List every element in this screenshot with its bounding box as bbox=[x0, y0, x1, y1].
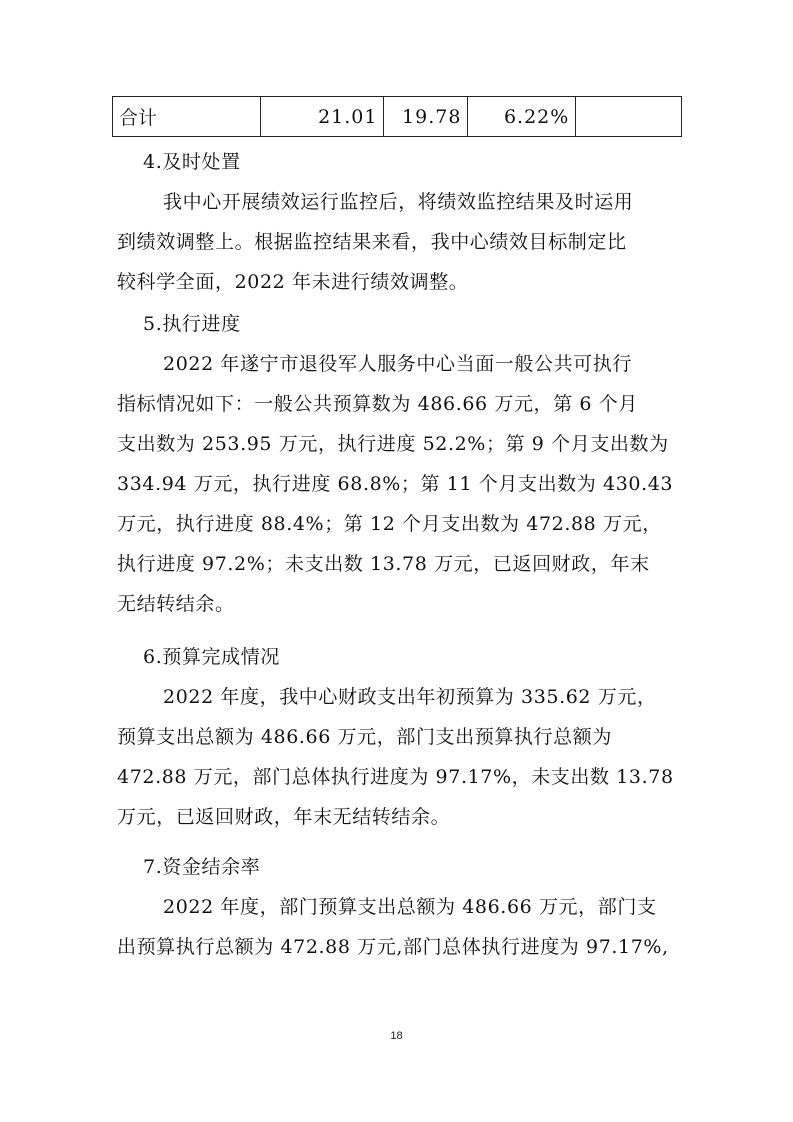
section-7-heading: 7.资金结余率 bbox=[143, 856, 261, 878]
paragraph-line: 预算支出总额为 486.66 万元，部门支出预算执行总额为 bbox=[117, 726, 612, 748]
paragraph-line: 万元，已返回财政，年末无结转结余。 bbox=[117, 806, 451, 828]
total-empty-cell bbox=[576, 97, 682, 137]
paragraph-line: 无结转结余。 bbox=[117, 593, 235, 615]
paragraph-line: 2022 年度，部门预算支出总额为 486.66 万元，部门支 bbox=[163, 896, 657, 918]
table-row bbox=[113, 97, 682, 137]
paragraph-line: 我中心开展绩效运行监控后，将绩效监控结果及时运用 bbox=[163, 191, 634, 213]
section-4-heading: 4.及时处置 bbox=[143, 151, 241, 173]
paragraph-line: 2022 年度，我中心财政支出年初预算为 335.62 万元， bbox=[163, 686, 657, 708]
paragraph-line: 2022 年遂宁市退役军人服务中心当面一般公共可执行 bbox=[163, 353, 632, 375]
section-5-heading: 5.执行进度 bbox=[143, 313, 241, 335]
paragraph-line: 334.94 万元，执行进度 68.8%；第 11 个月支出数为 430.43 bbox=[117, 473, 674, 495]
total-label-cell: 合计 bbox=[113, 97, 261, 137]
paragraph-line: 指标情况如下：一般公共预算数为 486.66 万元，第 6 个月 bbox=[117, 393, 638, 415]
paragraph-line: 出预算执行总额为 472.88 万元,部门总体执行进度为 97.17%, bbox=[117, 936, 669, 958]
total-percent-cell: 6.22% bbox=[468, 97, 576, 137]
paragraph-line: 到绩效调整上。根据监控结果来看，我中心绩效目标制定比 bbox=[117, 231, 627, 253]
paragraph-line: 较科学全面，2022 年未进行绩效调整。 bbox=[117, 271, 469, 293]
paragraph-line: 472.88 万元，部门总体执行进度为 97.17%，未支出数 13.78 bbox=[117, 766, 674, 788]
paragraph-line: 万元，执行进度 88.4%；第 12 个月支出数为 472.88 万元， bbox=[117, 513, 662, 535]
paragraph-line: 执行进度 97.2%；未支出数 13.78 万元，已返回财政，年末 bbox=[117, 553, 650, 575]
page-number: 18 bbox=[390, 1030, 403, 1042]
summary-table bbox=[112, 96, 682, 137]
total-value-1-cell: 21.01 bbox=[260, 97, 384, 137]
section-6-heading: 6.预算完成情况 bbox=[143, 646, 280, 668]
paragraph-line: 支出数为 253.95 万元，执行进度 52.2%；第 9 个月支出数为 bbox=[117, 433, 669, 455]
total-value-2-cell: 19.78 bbox=[384, 97, 468, 137]
